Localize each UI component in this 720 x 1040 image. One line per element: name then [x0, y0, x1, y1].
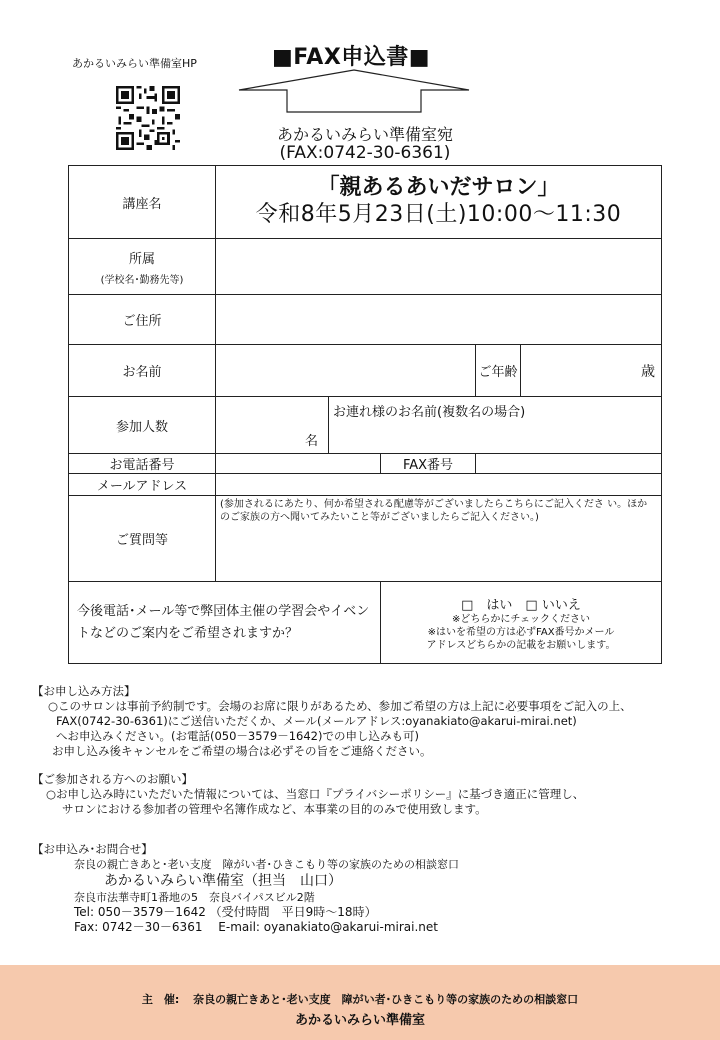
homepage-label: あかるいみらい準備室HP	[72, 57, 197, 70]
course-row	[69, 166, 662, 239]
request-line2: サロンにおける参加者の管理や名簿作成など、本事業の目的のみで使用致します。	[62, 802, 487, 816]
method-heading: 【お申し込み方法】	[32, 684, 136, 698]
participants-label: 参加人数	[69, 397, 216, 454]
method-section	[32, 684, 632, 759]
request-line1: ○お申し込み時にいただいた情報については、当窓口『プライバシーポリシー』に基づき適正に管理し、	[46, 787, 585, 801]
course-title: 「親あるあいだサロン」	[317, 175, 560, 200]
contact-section	[32, 842, 459, 935]
name-field[interactable]	[216, 345, 476, 397]
affiliation-field[interactable]	[216, 239, 662, 295]
fax-label: FAX番号	[381, 454, 476, 474]
companion-label: お連れ様のお名前(複数名の場合)	[333, 405, 526, 420]
check-note: ※どちらかにチェックください	[451, 613, 591, 625]
contact-fax-email: Fax: 0742－30－6361 E-mail: oyanakiato@akarui-mirai.net	[74, 920, 438, 934]
address-label: ご住所	[69, 295, 216, 345]
consent-question-line2: トなどのご案内をご希望されますか？	[77, 625, 299, 641]
method-line2: FAX(0742-30-6361)にご送信いただくか、メール(メールアドレス:oyanakiato@akarui-mirai.net)	[56, 714, 577, 728]
questions-row	[69, 496, 662, 582]
affiliation-label: 所属	[128, 251, 155, 267]
affiliation-label-cell	[69, 239, 216, 295]
questions-field[interactable]	[216, 496, 662, 582]
phone-field[interactable]	[216, 454, 381, 474]
request-heading: 【ご参加される方へのお願い】	[32, 772, 193, 786]
affiliation-row	[69, 239, 662, 295]
contact-org: 奈良の親亡きあと･老い支度 障がい者･ひきこもり等の家族のための相談窓口	[74, 858, 459, 871]
participants-unit: 名	[304, 434, 318, 449]
host-org: 奈良の親亡きあと･老い支度 障がい者･ひきこもり等の家族のための相談窓口	[193, 993, 579, 1006]
email-label: メールアドレス	[69, 474, 216, 496]
course-label: 講座名	[69, 166, 216, 239]
arrow-up-icon	[236, 68, 472, 116]
questions-label: ご質問等	[69, 496, 216, 582]
age-unit: 歳	[641, 363, 655, 380]
host-label: 主 催:	[141, 993, 180, 1006]
questions-note: (参加されるにあたり、何か希望される配慮等がございましたらこちらにご記入くださ い。ほかのご家族の方へ聞いてみたいこと等がございましたらご記入ください。)	[220, 499, 648, 523]
phone-label: お電話番号	[69, 454, 216, 474]
yes-note-line2: アドレスどちらかの記載をお願いします。	[426, 639, 616, 651]
name-row	[69, 345, 662, 397]
participants-row	[69, 397, 662, 454]
footer-host-line	[0, 991, 720, 1007]
fax-title: ■FAX申込書■	[272, 45, 431, 70]
consent-answer	[381, 582, 662, 664]
method-line4: お申し込み後キャンセルをご希望の場合は必ずその旨をご連絡ください。	[52, 744, 432, 758]
host-name: あかるいみらい準備室	[294, 1013, 425, 1028]
contact-name: あかるいみらい準備室（担当 山口）	[104, 873, 342, 889]
affiliation-sublabel: (学校名･勤務先等)	[100, 274, 184, 286]
fax-field[interactable]	[476, 454, 662, 474]
age-label: ご年齢	[476, 345, 521, 397]
consent-row	[69, 582, 662, 664]
contact-tel: Tel: 050－3579－1642 （受付時間 平日9時～18時）	[74, 905, 377, 919]
method-line3: へお申込みください。(お電話(050－3579－1642)での申し込みも可)	[56, 729, 419, 743]
phone-row	[69, 454, 662, 474]
age-field[interactable]	[521, 345, 662, 397]
companion-field[interactable]	[329, 397, 662, 454]
address-field[interactable]	[216, 295, 662, 345]
participants-field[interactable]	[216, 397, 329, 454]
request-section	[32, 772, 584, 817]
contact-heading: 【お申込み･お問合せ】	[32, 842, 153, 856]
email-row	[69, 474, 662, 496]
email-field[interactable]	[216, 474, 662, 496]
course-info	[216, 166, 662, 239]
yes-no-checkboxes[interactable]: □ はい □ いいえ	[461, 597, 581, 613]
consent-question	[69, 582, 381, 664]
contact-address: 奈良市法華寺町1番地の5 奈良バイパスビル2階	[74, 891, 315, 904]
method-line1: ○このサロンは事前予約制です。会場のお席に限りがあるため、参加ご希望の方は上記に必要事項をご記入の上、	[48, 699, 632, 713]
footer-banner	[0, 965, 720, 1040]
name-label: お名前	[69, 345, 216, 397]
recipient-name: あかるいみらい準備室宛	[276, 125, 453, 144]
course-date: 令和8年5月23日(土)10:00～11:30	[255, 202, 622, 227]
yes-note-line1: ※はいを希望の方は必ずFAX番号かメール	[427, 626, 615, 638]
consent-question-line1: 今後電話･メール等で弊団体主催の学習会やイベン	[77, 603, 370, 619]
address-row	[69, 295, 662, 345]
recipient-fax: (FAX:0742-30-6361)	[279, 143, 451, 163]
application-form	[68, 165, 662, 664]
